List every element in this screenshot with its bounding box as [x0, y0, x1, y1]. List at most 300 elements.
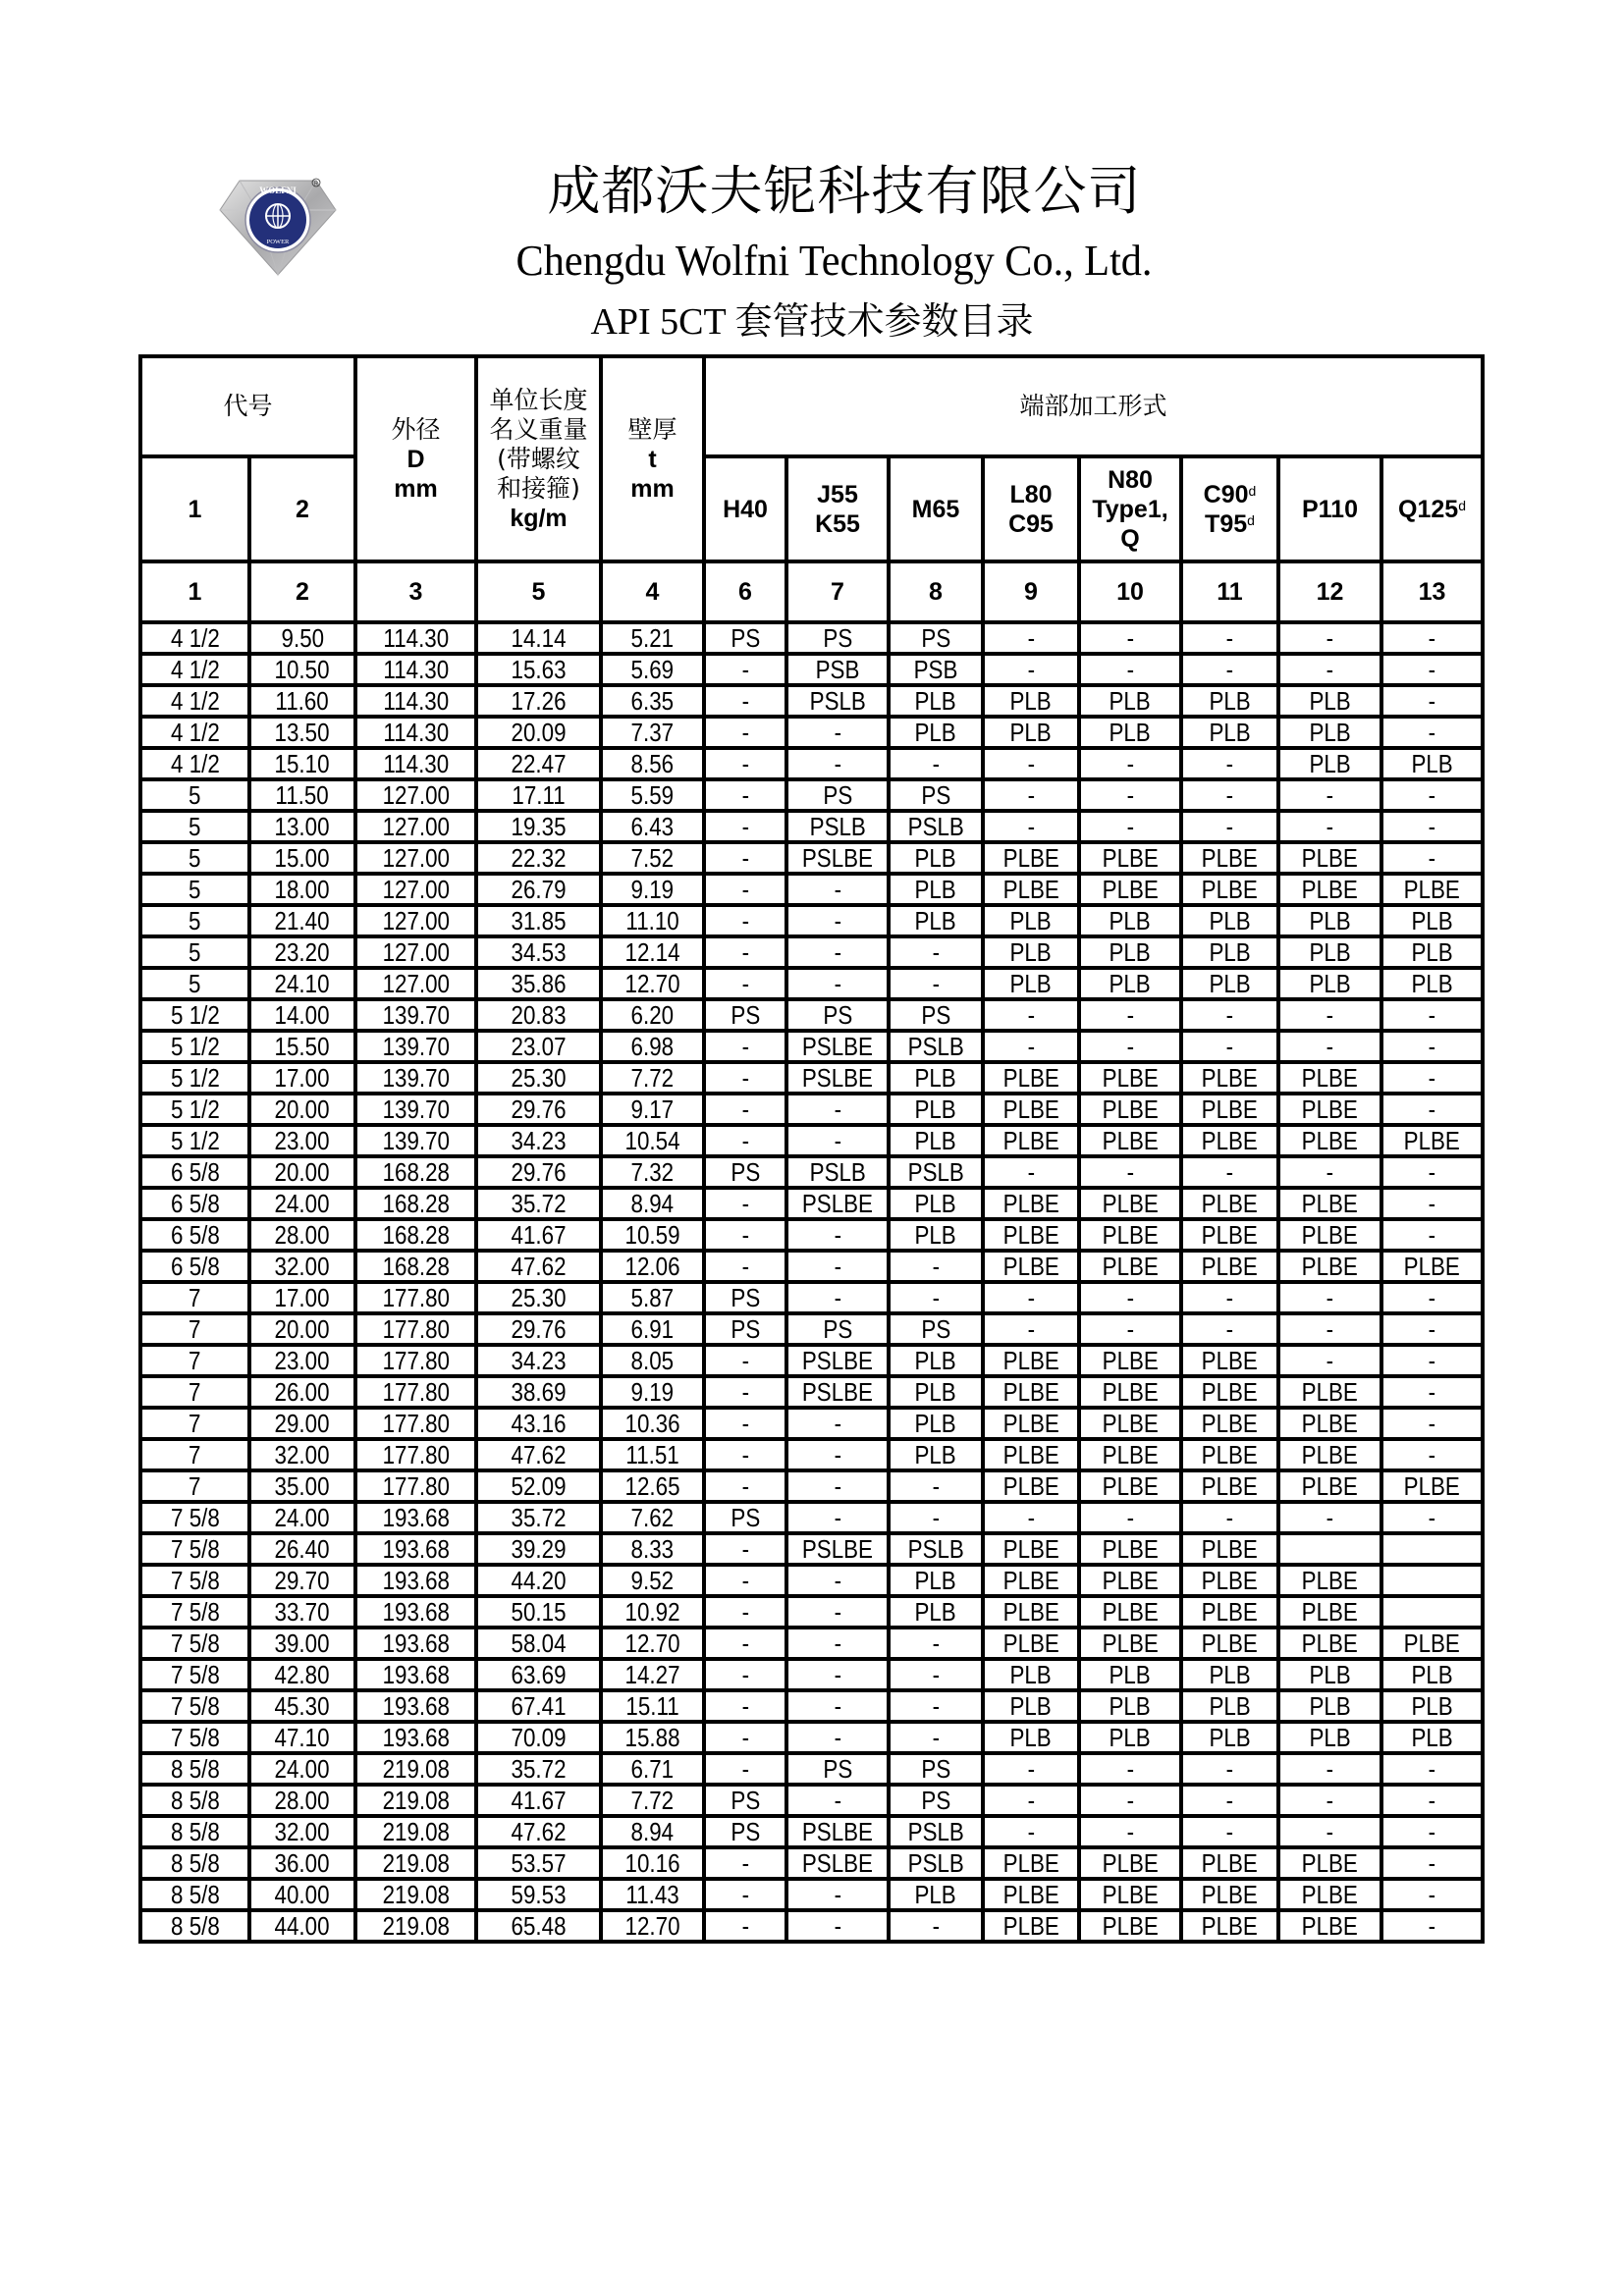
table-cell: [601, 1062, 704, 1094]
cell-value: PLB: [914, 1063, 957, 1093]
table-cell: [355, 1251, 476, 1282]
table-cell: [476, 1565, 601, 1596]
table-cell: [786, 1753, 889, 1785]
cell-value: -: [1027, 623, 1035, 653]
table-cell: [1278, 1251, 1381, 1282]
cell-value: 177.80: [382, 1346, 450, 1375]
cell-value: -: [1225, 780, 1234, 810]
cell-value: PLBE: [1002, 1063, 1059, 1093]
column-number: 12: [1278, 561, 1381, 622]
table-cell: [355, 717, 476, 748]
table-row: [140, 1879, 1483, 1910]
cell-value: PLBE: [1201, 1409, 1259, 1438]
cell-value: 12.14: [624, 937, 680, 967]
header-od-unit: mm: [394, 474, 438, 503]
cell-value: 139.70: [382, 1032, 450, 1061]
cell-value: 8.94: [630, 1817, 675, 1846]
table-cell: [140, 936, 249, 968]
cell-value: -: [741, 1911, 749, 1941]
cell-value: -: [932, 749, 940, 778]
table-cell: [1181, 717, 1278, 748]
cell-value: 8 5/8: [170, 1880, 220, 1909]
cell-value: 219.08: [382, 1880, 450, 1909]
cell-value: PLB: [1009, 718, 1053, 747]
cell-value: PLB: [1309, 1660, 1351, 1689]
cell-value: 44.20: [511, 1566, 567, 1595]
table-cell: [889, 1125, 983, 1156]
cell-value: 5: [189, 906, 201, 935]
cell-value: 10.50: [275, 655, 330, 684]
table-cell: [1278, 1313, 1381, 1345]
cell-value: 7.37: [630, 718, 675, 747]
table-cell: [1278, 1785, 1381, 1816]
table-row: [140, 1156, 1483, 1188]
cell-value: 24.10: [275, 969, 330, 998]
cell-value: 5.69: [630, 655, 675, 684]
cell-value: PLBE: [1301, 843, 1359, 873]
cell-value: 31.85: [511, 906, 567, 935]
cell-value: 8.33: [630, 1534, 675, 1564]
table-cell: [1079, 779, 1181, 811]
table-cell: [249, 1125, 355, 1156]
cell-value: PSLB: [907, 1032, 964, 1061]
cell-value: 5: [189, 875, 201, 904]
table-cell: [1381, 1439, 1483, 1470]
table-cell: [983, 1470, 1079, 1502]
table-cell: [1278, 717, 1381, 748]
column-number: 5: [476, 561, 601, 622]
cell-value: PLBE: [1201, 875, 1259, 904]
cell-value: PLB: [1411, 906, 1453, 935]
cell-value: 25.30: [511, 1063, 567, 1093]
cell-value: 8.56: [630, 749, 675, 778]
table-row: [140, 1251, 1483, 1282]
table-cell: [983, 1565, 1079, 1596]
cell-value: 17.11: [512, 780, 566, 810]
cell-value: PS: [731, 1000, 760, 1030]
cell-value: PLBE: [1102, 1095, 1159, 1124]
table-cell: [889, 874, 983, 905]
cell-value: PLBE: [1301, 1095, 1359, 1124]
cell-value: 14.27: [624, 1660, 680, 1689]
table-cell: [140, 685, 249, 717]
header-wall-unit: mm: [630, 474, 675, 503]
table-cell: [601, 842, 704, 874]
cell-value: -: [834, 1880, 841, 1909]
cell-value: 168.28: [382, 1157, 450, 1187]
table-cell: [1278, 905, 1381, 936]
table-cell: [249, 842, 355, 874]
table-cell: [355, 1376, 476, 1408]
table-cell: [704, 811, 786, 842]
cell-value: -: [741, 1660, 749, 1689]
table-cell: [1278, 1879, 1381, 1910]
table-cell: [889, 1847, 983, 1879]
table-cell: [140, 1879, 249, 1910]
table-cell: [889, 1785, 983, 1816]
table-cell: [1181, 1094, 1278, 1125]
cell-value: 6 5/8: [170, 1189, 220, 1218]
cell-value: PLBE: [1403, 875, 1461, 904]
table-cell: [786, 748, 889, 779]
table-cell: [601, 1094, 704, 1125]
cell-value: 29.76: [511, 1095, 567, 1124]
cell-value: 32.00: [275, 1252, 330, 1281]
table-cell: [249, 1062, 355, 1094]
table-cell: [889, 1596, 983, 1628]
cell-value: PLBE: [1002, 1095, 1059, 1124]
table-cell: [704, 1062, 786, 1094]
cell-value: PLBE: [1201, 1629, 1259, 1658]
cell-value: -: [1027, 1817, 1035, 1846]
cell-value: 114.30: [383, 749, 449, 778]
table-cell: [889, 968, 983, 999]
header-grade-line: J55: [817, 480, 858, 508]
cell-value: -: [741, 843, 749, 873]
table-row: [140, 1031, 1483, 1062]
cell-value: -: [1027, 1032, 1035, 1061]
cell-value: -: [834, 749, 841, 778]
table-row: [140, 779, 1483, 811]
cell-value: 12.70: [624, 969, 680, 998]
cell-value: 114.30: [383, 623, 449, 653]
table-cell: [1181, 999, 1278, 1031]
table-cell: [704, 1690, 786, 1722]
cell-value: 11.51: [625, 1440, 679, 1469]
cell-value: 193.68: [382, 1597, 450, 1627]
table-cell: [889, 1565, 983, 1596]
header-grade-line: M65: [911, 495, 960, 523]
table-cell: [1381, 874, 1483, 905]
cell-value: 8.94: [630, 1189, 675, 1218]
table-cell: [889, 1879, 983, 1910]
cell-value: -: [741, 1754, 749, 1784]
table-cell: [889, 685, 983, 717]
cell-value: 6 5/8: [170, 1252, 220, 1281]
column-number: 3: [355, 561, 476, 622]
header-od-label: 外径: [391, 414, 441, 444]
table-cell: [140, 1031, 249, 1062]
table-row: [140, 1502, 1483, 1533]
cell-value: 58.04: [511, 1629, 567, 1658]
table-cell: [1181, 1565, 1278, 1596]
cell-value: PLBE: [1002, 1471, 1059, 1501]
table-cell: [1181, 1188, 1278, 1219]
cell-value: PLBE: [1102, 1597, 1159, 1627]
table-cell: [1278, 1156, 1381, 1188]
table-cell: [1381, 1125, 1483, 1156]
cell-value: 6 5/8: [170, 1157, 220, 1187]
cell-value: -: [1428, 1032, 1436, 1061]
cell-value: 5 1/2: [170, 1032, 220, 1061]
table-cell: [140, 1628, 249, 1659]
table-row: [140, 1910, 1483, 1942]
table-cell: [1079, 1062, 1181, 1094]
table-cell: [355, 936, 476, 968]
cell-value: 35.86: [511, 969, 567, 998]
cell-value: PLBE: [1301, 1629, 1359, 1658]
cell-value: 5 1/2: [170, 1000, 220, 1030]
cell-value: 7 5/8: [170, 1566, 220, 1595]
header-weight-line2: 名义重量: [489, 414, 588, 444]
table-cell: [1278, 1345, 1381, 1376]
cell-value: PSLB: [907, 812, 964, 841]
cell-value: 32.00: [275, 1440, 330, 1469]
cell-value: PLB: [914, 686, 957, 716]
cell-value: -: [932, 937, 940, 967]
cell-value: 4 1/2: [170, 623, 220, 653]
cell-value: -: [1428, 1817, 1436, 1846]
table-cell: [1079, 1847, 1181, 1879]
cell-value: 19.35: [511, 812, 567, 841]
table-cell: [1381, 1345, 1483, 1376]
table-cell: [1278, 1596, 1381, 1628]
cell-value: PLB: [1209, 1723, 1251, 1752]
table-cell: [983, 1188, 1079, 1219]
cell-value: -: [1126, 1032, 1134, 1061]
cell-value: -: [1428, 1157, 1436, 1187]
cell-value: PLBE: [1201, 1252, 1259, 1281]
table-cell: [1278, 874, 1381, 905]
cell-value: 4 1/2: [170, 718, 220, 747]
cell-value: PLBE: [1201, 1126, 1259, 1155]
cell-value: PLBE: [1102, 1220, 1159, 1250]
table-cell: [786, 811, 889, 842]
table-cell: [983, 748, 1079, 779]
footnote-marker: d: [1247, 511, 1255, 528]
cell-value: 6.98: [630, 1032, 675, 1061]
cell-value: -: [741, 875, 749, 904]
table-cell: [983, 1596, 1079, 1628]
table-cell: [1079, 1753, 1181, 1785]
table-cell: [889, 1031, 983, 1062]
cell-value: PLB: [1009, 686, 1053, 716]
table-cell: [476, 1376, 601, 1408]
cell-value: PS: [731, 1817, 760, 1846]
cell-value: 168.28: [382, 1252, 450, 1281]
table-cell: [983, 1376, 1079, 1408]
cell-value: PLB: [1411, 1723, 1453, 1752]
cell-value: 4 1/2: [170, 686, 220, 716]
cell-value: PLBE: [1002, 1880, 1059, 1909]
table-cell: [601, 1376, 704, 1408]
table-cell: [1181, 1753, 1278, 1785]
cell-value: 177.80: [382, 1377, 450, 1407]
table-cell: [983, 1847, 1079, 1879]
table-cell: [983, 717, 1079, 748]
cell-value: PLB: [1309, 937, 1351, 967]
cell-value: PS: [823, 1314, 852, 1344]
cell-value: -: [834, 1252, 841, 1281]
table-cell: [249, 1345, 355, 1376]
cell-value: -: [1428, 1880, 1436, 1909]
table-cell: [1079, 685, 1181, 717]
table-cell: [704, 1470, 786, 1502]
cell-value: 127.00: [382, 780, 450, 810]
table-row: [140, 1313, 1483, 1345]
cell-value: 44.00: [275, 1911, 330, 1941]
cell-value: -: [1225, 623, 1234, 653]
table-cell: [601, 1345, 704, 1376]
cell-value: -: [1126, 1314, 1134, 1344]
cell-value: -: [834, 1095, 841, 1124]
table-cell: [1181, 1659, 1278, 1690]
cell-value: PLB: [1009, 1660, 1053, 1689]
table-row: [140, 1816, 1483, 1847]
cell-value: 127.00: [382, 937, 450, 967]
cell-value: PLB: [1009, 1691, 1053, 1721]
table-cell: [249, 1188, 355, 1219]
cell-value: -: [1326, 1314, 1334, 1344]
table-cell: [889, 1251, 983, 1282]
cell-value: 9.19: [630, 875, 675, 904]
table-cell: [1381, 905, 1483, 936]
cell-value: 13.50: [275, 718, 330, 747]
cell-value: PLBE: [1102, 1911, 1159, 1941]
cell-value: PLB: [1209, 718, 1251, 747]
cell-value: PLB: [1309, 1691, 1351, 1721]
cell-value: -: [1225, 1503, 1234, 1532]
cell-value: -: [834, 875, 841, 904]
table-cell: [1278, 1125, 1381, 1156]
cell-value: -: [932, 1660, 940, 1689]
cell-value: PS: [921, 623, 950, 653]
table-cell: [786, 1847, 889, 1879]
table-cell: [1381, 1628, 1483, 1659]
cell-value: PSLBE: [801, 1377, 874, 1407]
cell-value: PLBE: [1102, 1534, 1159, 1564]
table-cell: [1079, 1690, 1181, 1722]
table-cell: [1079, 1408, 1181, 1439]
table-cell: [601, 874, 704, 905]
cell-value: PLBE: [1301, 1377, 1359, 1407]
table-cell: [889, 779, 983, 811]
table-cell: [704, 1376, 786, 1408]
cell-value: 10.16: [624, 1848, 680, 1878]
cell-value: PS: [731, 1314, 760, 1344]
table-cell: [704, 654, 786, 685]
table-cell: [601, 811, 704, 842]
table-cell: [355, 1502, 476, 1533]
cell-value: PLBE: [1301, 1063, 1359, 1093]
logo-subtext: POWER: [266, 239, 290, 245]
table-cell: [249, 1533, 355, 1565]
table-row: [140, 1125, 1483, 1156]
table-cell: [1278, 811, 1381, 842]
column-number: 2: [249, 561, 355, 622]
cell-value: PS: [921, 780, 950, 810]
table-cell: [889, 1690, 983, 1722]
table-cell: [1278, 685, 1381, 717]
cell-value: -: [1428, 812, 1436, 841]
table-cell: [1381, 1533, 1483, 1565]
table-cell: [249, 1502, 355, 1533]
table-cell: [704, 1031, 786, 1062]
table-cell: [889, 999, 983, 1031]
table-cell: [355, 842, 476, 874]
table-cell: [983, 874, 1079, 905]
table-cell: [476, 811, 601, 842]
cell-value: -: [1027, 1503, 1035, 1532]
cell-value: 5: [189, 969, 201, 998]
table-cell: [983, 1816, 1079, 1847]
table-cell: [601, 1533, 704, 1565]
table-cell: [355, 1690, 476, 1722]
table-cell: [786, 1659, 889, 1690]
table-cell: [983, 1502, 1079, 1533]
cell-value: 47.62: [511, 1817, 567, 1846]
table-cell: [1079, 1910, 1181, 1942]
table-cell: [983, 999, 1079, 1031]
header-grade-line: Q125$^d$: [1398, 495, 1466, 523]
cell-value: 36.00: [275, 1848, 330, 1878]
table-cell: [1381, 1251, 1483, 1282]
table-cell: [786, 968, 889, 999]
table-cell: [1278, 622, 1381, 654]
header-grade-line: N80: [1108, 465, 1153, 494]
cell-value: -: [1428, 1440, 1436, 1469]
company-name-chinese: 成都沃夫铌科技有限公司: [547, 160, 1142, 222]
table-cell: [983, 1251, 1079, 1282]
table-cell: [1079, 1188, 1181, 1219]
table-cell: [786, 622, 889, 654]
table-cell: [601, 1125, 704, 1156]
table-cell: [140, 1125, 249, 1156]
cell-value: -: [1428, 1786, 1436, 1815]
table-row: [140, 1596, 1483, 1628]
cell-value: -: [1326, 1754, 1334, 1784]
table-row: [140, 1062, 1483, 1094]
table-cell: [140, 1502, 249, 1533]
table-cell: [704, 968, 786, 999]
cell-value: -: [1225, 655, 1234, 684]
cell-value: -: [741, 1566, 749, 1595]
table-cell: [355, 1533, 476, 1565]
table-cell: [786, 1690, 889, 1722]
table-cell: [889, 1062, 983, 1094]
table-cell: [1278, 1470, 1381, 1502]
table-cell: [704, 1785, 786, 1816]
cell-value: -: [1225, 1817, 1234, 1846]
table-cell: [140, 1847, 249, 1879]
table-cell: [983, 1722, 1079, 1753]
cell-value: PLB: [1411, 749, 1453, 778]
table-cell: [983, 842, 1079, 874]
cell-value: 41.67: [511, 1786, 567, 1815]
table-cell: [1079, 968, 1181, 999]
cell-value: 7: [189, 1440, 201, 1469]
cell-value: PLBE: [1201, 1440, 1259, 1469]
cell-value: 18.00: [275, 875, 330, 904]
table-cell: [355, 1470, 476, 1502]
cell-value: 127.00: [382, 906, 450, 935]
cell-value: 8 5/8: [170, 1817, 220, 1846]
cell-value: 50.15: [511, 1597, 567, 1627]
cell-value: PLBE: [1002, 1126, 1059, 1155]
table-cell: [1181, 1125, 1278, 1156]
cell-value: PLB: [914, 1566, 957, 1595]
cell-value: 22.47: [511, 749, 567, 778]
cell-value: 20.09: [511, 718, 567, 747]
table-cell: [140, 1596, 249, 1628]
table-cell: [140, 905, 249, 936]
table-cell: [355, 1596, 476, 1628]
table-cell: [355, 968, 476, 999]
table-cell: [476, 1062, 601, 1094]
table-row: [140, 1282, 1483, 1313]
cell-value: 10.92: [624, 1597, 680, 1627]
cell-value: 11.50: [275, 780, 330, 810]
